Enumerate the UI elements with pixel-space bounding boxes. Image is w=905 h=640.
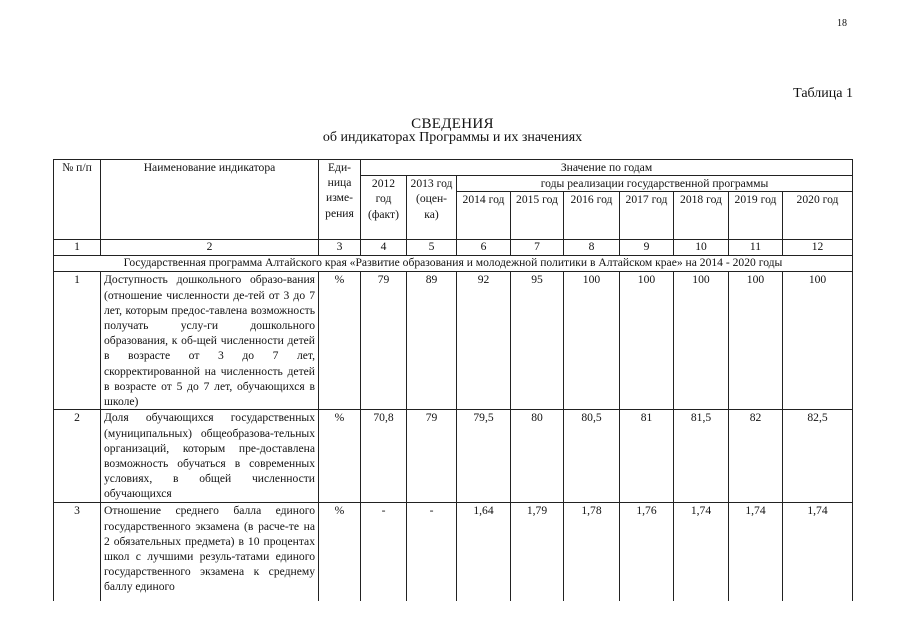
table-header-row-1 [54, 160, 853, 176]
header-program-years: годы реализации государственной программы [457, 176, 853, 192]
value-cell: 100 [729, 272, 783, 410]
document-subtitle: об индикаторах Программы и их значениях [322, 130, 583, 145]
header-values-by-year: Значение по годам [361, 160, 853, 176]
column-number: 12 [783, 240, 853, 256]
indicator-unit: % [319, 272, 361, 410]
header-2019: 2019 год [729, 192, 783, 240]
value-cell: 100 [620, 272, 674, 410]
column-number: 4 [361, 240, 407, 256]
program-title: Государственная программа Алтайского края «Развитие образования и молодежной политики в Алтайском крае» на 2014 - 2020 годы [54, 256, 853, 272]
indicator-name: Доступность дошкольного образо-вания (отношение численности де-тей от 3 до 7 лет, которым предос-тавлена возможность получать услу-ги дошкольного образования, к об-щей численности детей в возрасте от 3 до 7 лет, скорректированной на численность детей в возрасте от 5 до 7 лет, обучающихся в школе) [101, 272, 319, 410]
indicator-unit: % [319, 503, 361, 602]
header-2018: 2018 год [674, 192, 729, 240]
column-numbers-row [54, 240, 853, 256]
value-cell: 1,74 [729, 503, 783, 602]
header-name: Наименование индикатора [101, 160, 319, 240]
value-cell: 81,5 [674, 410, 729, 503]
program-title-row [54, 256, 853, 272]
header-2014: 2014 год [457, 192, 511, 240]
column-number: 1 [54, 240, 101, 256]
column-number: 5 [407, 240, 457, 256]
value-cell: 79 [361, 272, 407, 410]
value-cell: 1,74 [783, 503, 853, 602]
row-num: 1 [54, 272, 101, 410]
table-row [54, 410, 853, 503]
header-2016: 2016 год [564, 192, 620, 240]
row-num: 2 [54, 410, 101, 503]
document-heading [0, 118, 905, 144]
value-cell: 79 [407, 410, 457, 503]
page-number: 18 [837, 18, 847, 29]
value-cell: - [407, 503, 457, 602]
column-number: 8 [564, 240, 620, 256]
value-cell: 82,5 [783, 410, 853, 503]
value-cell: 95 [511, 272, 564, 410]
table-row [54, 503, 853, 602]
value-cell: 1,78 [564, 503, 620, 602]
value-cell: 1,79 [511, 503, 564, 602]
header-2013: 2013 год (оцен-ка) [407, 176, 457, 240]
value-cell: 70,8 [361, 410, 407, 503]
table-label: Таблица 1 [793, 86, 853, 101]
value-cell: 1,64 [457, 503, 511, 602]
column-number: 2 [101, 240, 319, 256]
header-unit: Еди-ница изме-рения [319, 160, 361, 240]
indicator-unit: % [319, 410, 361, 503]
value-cell: 80 [511, 410, 564, 503]
header-2017: 2017 год [620, 192, 674, 240]
value-cell: 1,76 [620, 503, 674, 602]
column-number: 3 [319, 240, 361, 256]
value-cell: 100 [783, 272, 853, 410]
value-cell: 1,74 [674, 503, 729, 602]
value-cell: 81 [620, 410, 674, 503]
row-num: 3 [54, 503, 101, 602]
value-cell: 82 [729, 410, 783, 503]
header-2020: 2020 год [783, 192, 853, 240]
column-number: 6 [457, 240, 511, 256]
value-cell: 100 [564, 272, 620, 410]
table-row [54, 272, 853, 410]
indicator-name: Отношение среднего балла единого государственного экзамена (в расче-те на 2 обязательных предмета) в 10 процентах школ с лучшими резуль-татами единого государственного экзамена к среднему баллу единого [101, 503, 319, 602]
value-cell: 79,5 [457, 410, 511, 503]
column-number: 9 [620, 240, 674, 256]
column-number: 10 [674, 240, 729, 256]
document-title: СВЕДЕНИЯ [411, 116, 494, 132]
value-cell: 100 [674, 272, 729, 410]
value-cell: 89 [407, 272, 457, 410]
indicators-table [53, 159, 853, 601]
value-cell: 92 [457, 272, 511, 410]
header-num: № п/п [54, 160, 101, 240]
indicator-name: Доля обучающихся государственных (муниципальных) общеобразова-тельных организаций, которым пре-доставлена возможность обучаться в современных условиях, в общей численности обучающихся [101, 410, 319, 503]
header-2012: 2012 год (факт) [361, 176, 407, 240]
header-2015: 2015 год [511, 192, 564, 240]
value-cell: - [361, 503, 407, 602]
value-cell: 80,5 [564, 410, 620, 503]
column-number: 11 [729, 240, 783, 256]
column-number: 7 [511, 240, 564, 256]
